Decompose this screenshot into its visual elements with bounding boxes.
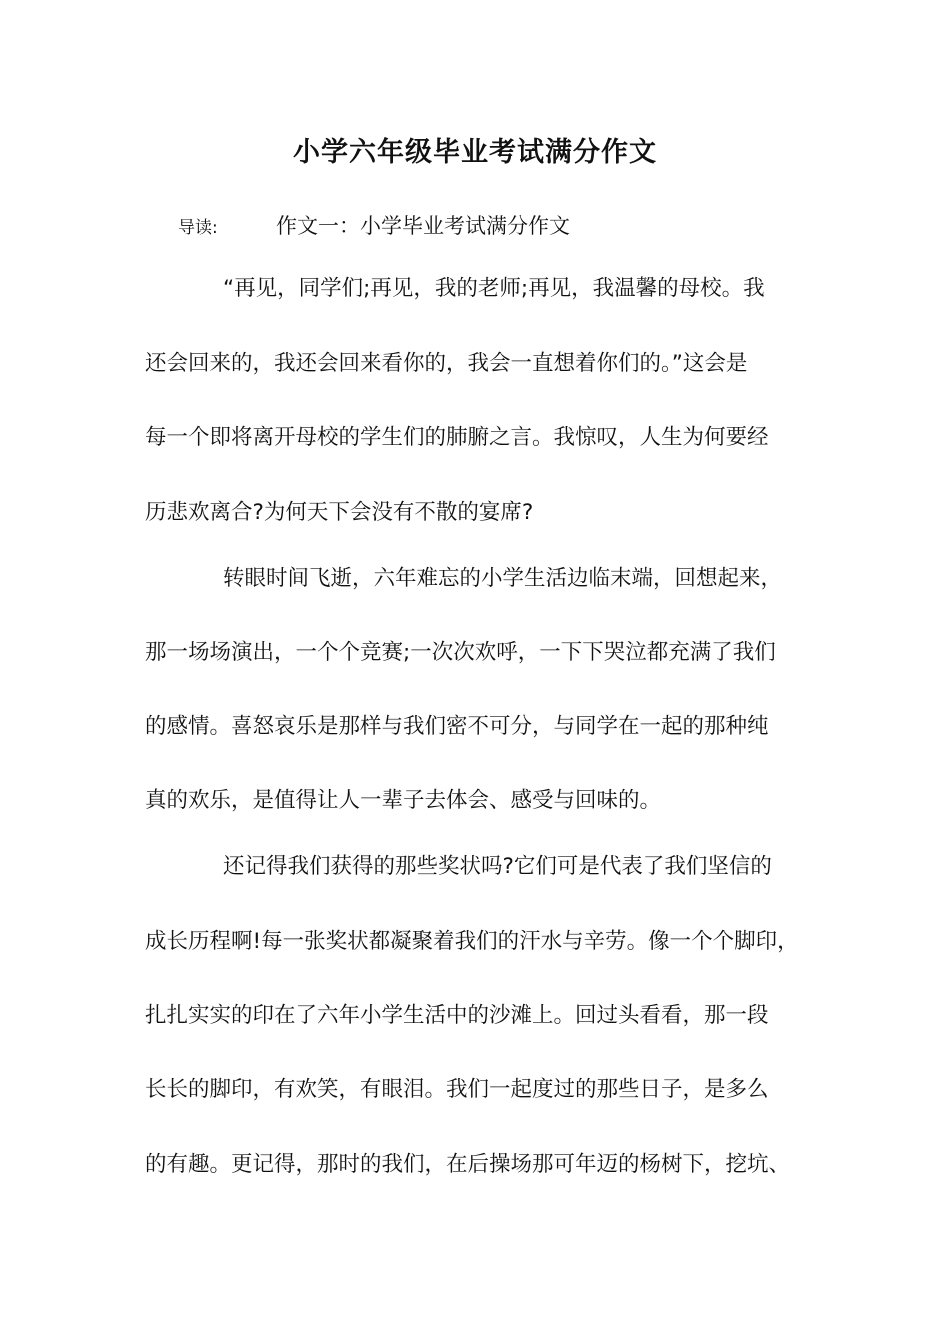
text-line: “再见，同学们;再见，我的老师;再见，我温馨的母校。我 xyxy=(223,276,765,301)
text-line: 那一场场演出，一个个竞赛;一次次欢呼，一下下哭泣都充满了我们 xyxy=(145,640,776,665)
text-line: 每一个即将离开母校的学生们的肺腑之言。我惊叹，人生为何要经 xyxy=(145,425,769,450)
text-line: 历悲欢离合?为何天下会没有不散的宴席? xyxy=(145,500,534,525)
text-line: 的有趣。更记得，那时的我们，在后操场那可年迈的杨树下，挖坑、 xyxy=(145,1152,791,1177)
text-line: 的感情。喜怒哀乐是那样与我们密不可分，与同学在一起的那种纯 xyxy=(145,714,769,739)
document-title: 小学六年级毕业考试满分作文 xyxy=(293,137,657,168)
lead-label: 导读: xyxy=(178,218,218,238)
text-line: 真的欢乐，是值得让人一辈子去体会、感受与回味的。 xyxy=(145,788,662,813)
text-line: 成长历程啊!每一张奖状都凝聚着我们的汗水与辛劳。像一个个脚印， xyxy=(145,929,799,954)
text-line: 还记得我们获得的那些奖状吗?它们可是代表了我们坚信的 xyxy=(223,854,772,879)
text-line: 还会回来的，我还会回来看你的，我会一直想着你们的。”这会是 xyxy=(145,351,748,376)
text-line: 扎扎实实的印在了六年小学生活中的沙滩上。回过头看看，那一段 xyxy=(145,1003,769,1028)
text-line: 长长的脚印，有欢笑，有眼泪。我们一起度过的那些日子，是多么 xyxy=(145,1077,769,1102)
text-line: 转眼时间飞逝，六年难忘的小学生活边临末端，回想起来， xyxy=(223,566,783,591)
lead-row xyxy=(178,210,570,240)
lead-text: 作文一：小学毕业考试满分作文 xyxy=(276,214,570,238)
